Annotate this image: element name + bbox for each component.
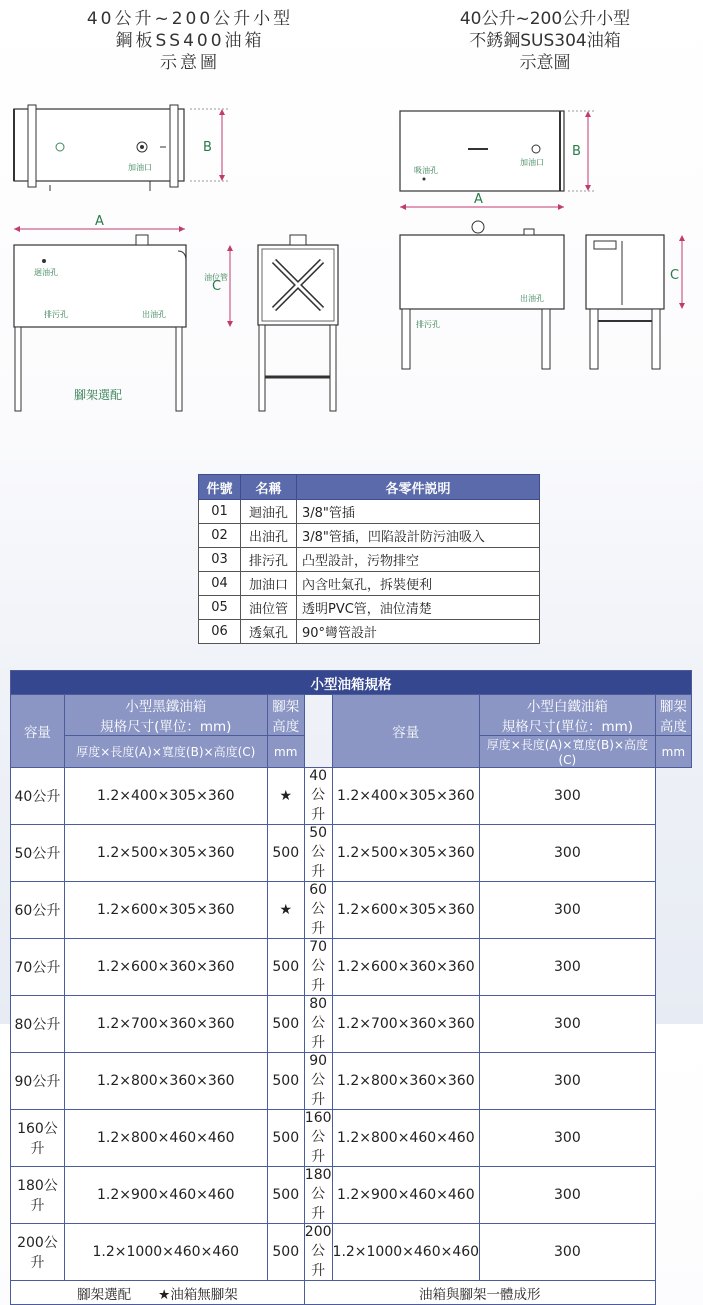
spec-row <box>11 882 692 939</box>
title-left-line3: 示意圖 <box>160 53 220 73</box>
parts-header-no: 件號 <box>199 475 241 500</box>
part-description: 90°彎管設計 <box>297 620 540 644</box>
part-number: 03 <box>199 548 241 572</box>
right-size-cell: 1.2×800×460×460 <box>332 1110 480 1167</box>
right-size-cell: 1.2×1000×460×460 <box>332 1224 480 1281</box>
right-size-cell: 1.2×800×360×360 <box>332 1053 480 1110</box>
left-footer-note: 腳架選配 ★油箱無腳架 <box>11 1281 305 1305</box>
sus304-side-view <box>400 192 685 369</box>
parts-row <box>199 572 540 596</box>
left-stand-height-cell: 500 <box>267 1167 304 1224</box>
left-capacity-cell: 180公升 <box>11 1167 65 1224</box>
ss400-level-gauge-label: 油位管 <box>204 273 228 282</box>
left-capacity-header: 容量 <box>11 695 65 768</box>
spec-table <box>10 670 692 1305</box>
part-number: 04 <box>199 572 241 596</box>
right-capacity-cell: 40公升 <box>304 768 332 825</box>
left-stand-line2: 高度 <box>272 719 300 735</box>
part-description: 3/8"管插，凹陷設計防污油吸入 <box>297 524 540 548</box>
left-size-cell: 1.2×800×460×460 <box>64 1110 267 1167</box>
sus304-dim-a: A <box>474 192 483 207</box>
right-group-line1: 小型白鐵油箱 <box>526 699 608 715</box>
left-capacity-cell: 80公升 <box>11 996 65 1053</box>
right-size-cell: 1.2×900×460×460 <box>332 1167 480 1224</box>
ss400-top-view <box>14 105 230 191</box>
spec-footer-row <box>11 1281 692 1305</box>
left-size-cell: 1.2×900×460×460 <box>64 1167 267 1224</box>
right-unit-header: mm <box>655 736 691 768</box>
ss400-diagram <box>0 95 360 425</box>
right-stand-height-cell: 300 <box>480 1167 656 1224</box>
sus304-outlet-port-label: 出油孔 <box>520 294 544 303</box>
title-left <box>40 8 340 74</box>
parts-row <box>199 548 540 572</box>
title-right-line3: 示意圖 <box>519 53 571 73</box>
ss400-stand-option-label: 腳架選配 <box>74 388 123 402</box>
left-size-cell: 1.2×700×360×360 <box>64 996 267 1053</box>
right-size-cell: 1.2×700×360×360 <box>332 996 480 1053</box>
part-name: 迴油孔 <box>241 500 297 524</box>
left-stand-height-cell: 500 <box>267 1110 304 1167</box>
right-stand-line2: 高度 <box>659 719 687 735</box>
right-stand-header <box>655 695 691 736</box>
right-stand-height-cell: 300 <box>480 1053 656 1110</box>
right-size-cell: 1.2×600×305×360 <box>332 882 480 939</box>
left-unit-header: mm <box>267 736 304 768</box>
sus304-top-view <box>400 111 595 191</box>
spec-table-body <box>11 768 692 1305</box>
sus304-drain-port-label: 排污孔 <box>416 320 440 329</box>
left-capacity-cell: 50公升 <box>11 825 65 882</box>
left-capacity-cell: 90公升 <box>11 1053 65 1110</box>
spec-row <box>11 1167 692 1224</box>
ss400-end-view <box>258 235 338 411</box>
parts-row <box>199 500 540 524</box>
left-size-cell: 1.2×800×360×360 <box>64 1053 267 1110</box>
left-capacity-cell: 40公升 <box>11 768 65 825</box>
left-capacity-cell: 160公升 <box>11 1110 65 1167</box>
parts-row <box>199 596 540 620</box>
sus304-dim-b: B <box>572 144 581 159</box>
right-size-cell: 1.2×600×360×360 <box>332 939 480 996</box>
title-right-line2: 不銹鋼SUS304油箱 <box>469 31 621 51</box>
right-stand-height-cell: 300 <box>480 939 656 996</box>
right-capacity-cell: 70公升 <box>304 939 332 996</box>
right-capacity-cell: 160公升 <box>304 1110 332 1165</box>
ss400-drain-port-label: 排污孔 <box>44 310 68 319</box>
left-capacity-cell: 60公升 <box>11 882 65 939</box>
spec-table-gap <box>304 695 332 768</box>
spec-row <box>11 1053 692 1110</box>
right-dim-header: 厚度×長度(A)×寬度(B)×高度(C) <box>480 736 656 768</box>
sus304-fill-port-label: 加油口 <box>520 158 544 167</box>
spec-table-title: 小型油箱規格 <box>11 671 692 695</box>
part-name: 透氣孔 <box>241 620 297 644</box>
sus304-dim-c: C <box>670 268 680 283</box>
part-description: 3/8"管插 <box>297 500 540 524</box>
ss400-outlet-port-label: 出油孔 <box>142 310 166 319</box>
part-name: 油位管 <box>241 596 297 620</box>
right-footer-note: 油箱與腳架一體成形 <box>304 1281 655 1305</box>
part-name: 排污孔 <box>241 548 297 572</box>
left-stand-height-cell: ★ <box>267 882 304 939</box>
spec-row <box>11 1110 692 1167</box>
right-stand-line1: 腳架 <box>659 699 687 715</box>
part-number: 01 <box>199 500 241 524</box>
part-name: 加油口 <box>241 572 297 596</box>
title-left-line2: 鋼板SS400油箱 <box>115 31 265 51</box>
part-description: 凸型設計，污物排空 <box>297 548 540 572</box>
right-stand-height-cell: 300 <box>480 1110 656 1167</box>
part-number: 06 <box>199 620 241 644</box>
spec-row <box>11 768 692 825</box>
right-capacity-cell: 80公升 <box>304 996 332 1053</box>
left-group-line2: 規格尺寸(單位：mm) <box>100 719 232 735</box>
spec-row <box>11 996 692 1053</box>
ss400-dim-b: B <box>203 140 212 155</box>
parts-header-desc: 各零件説明 <box>297 475 540 500</box>
left-capacity-cell: 70公升 <box>11 939 65 996</box>
title-left-line1: 40公升~200公升小型 <box>86 9 294 29</box>
left-size-cell: 1.2×500×305×360 <box>64 825 267 882</box>
left-stand-line1: 腳架 <box>272 699 300 715</box>
part-description: 內含吐氣孔，拆裝便利 <box>297 572 540 596</box>
sus304-diagram <box>390 95 700 385</box>
left-dim-header: 厚度×長度(A)×寬度(B)×高度(C) <box>64 736 267 768</box>
ss400-dim-a: A <box>95 214 104 229</box>
title-right <box>395 8 695 74</box>
parts-table-body <box>199 500 540 644</box>
part-description: 透明PVC管，油位清楚 <box>297 596 540 620</box>
left-size-cell: 1.2×1000×460×460 <box>64 1224 267 1281</box>
right-stand-height-cell: 300 <box>480 768 656 825</box>
right-stand-height-cell: 300 <box>480 825 656 882</box>
left-group-line1: 小型黑鐵油箱 <box>125 699 207 715</box>
right-capacity-cell: 200公升 <box>304 1224 332 1279</box>
title-right-line1: 40公升~200公升小型 <box>459 9 631 29</box>
left-stand-height-cell: 500 <box>267 1053 304 1110</box>
part-number: 05 <box>199 596 241 620</box>
right-stand-height-cell: 300 <box>480 882 656 939</box>
ss400-return-port-label: 迴油孔 <box>34 268 58 277</box>
ss400-side-view <box>14 214 233 411</box>
spec-row <box>11 939 692 996</box>
left-size-cell: 1.2×600×360×360 <box>64 939 267 996</box>
spec-row <box>11 825 692 882</box>
left-stand-height-cell: 500 <box>267 1224 304 1281</box>
right-size-cell: 1.2×500×305×360 <box>332 825 480 882</box>
sus304-suction-port-label: 吸油孔 <box>414 166 438 175</box>
ss400-dim-c: C <box>212 279 222 294</box>
parts-header-name: 名稱 <box>241 475 297 500</box>
left-stand-height-cell: ★ <box>267 768 304 825</box>
parts-table <box>198 474 540 644</box>
part-name: 出油孔 <box>241 524 297 548</box>
right-capacity-header: 容量 <box>332 695 480 768</box>
parts-row <box>199 620 540 644</box>
right-stand-height-cell: 300 <box>480 1224 656 1281</box>
right-capacity-cell: 180公升 <box>304 1167 332 1222</box>
right-capacity-cell: 50公升 <box>304 825 332 882</box>
left-size-cell: 1.2×600×305×360 <box>64 882 267 939</box>
ss400-fill-port-label: 加油口 <box>128 163 152 172</box>
right-capacity-cell: 90公升 <box>304 1053 332 1110</box>
left-stand-height-cell: 500 <box>267 825 304 882</box>
left-group-header <box>64 695 267 736</box>
part-number: 02 <box>199 524 241 548</box>
right-group-line2: 規格尺寸(單位：mm) <box>501 719 634 735</box>
spec-row <box>11 1224 692 1281</box>
left-stand-header <box>267 695 304 736</box>
left-stand-height-cell: 500 <box>267 939 304 996</box>
left-stand-height-cell: 500 <box>267 996 304 1053</box>
right-stand-height-cell: 300 <box>480 996 656 1053</box>
left-capacity-cell: 200公升 <box>11 1224 65 1281</box>
parts-row <box>199 524 540 548</box>
right-size-cell: 1.2×400×305×360 <box>332 768 480 825</box>
left-size-cell: 1.2×400×305×360 <box>64 768 267 825</box>
right-capacity-cell: 60公升 <box>304 882 332 939</box>
right-group-header <box>480 695 656 736</box>
